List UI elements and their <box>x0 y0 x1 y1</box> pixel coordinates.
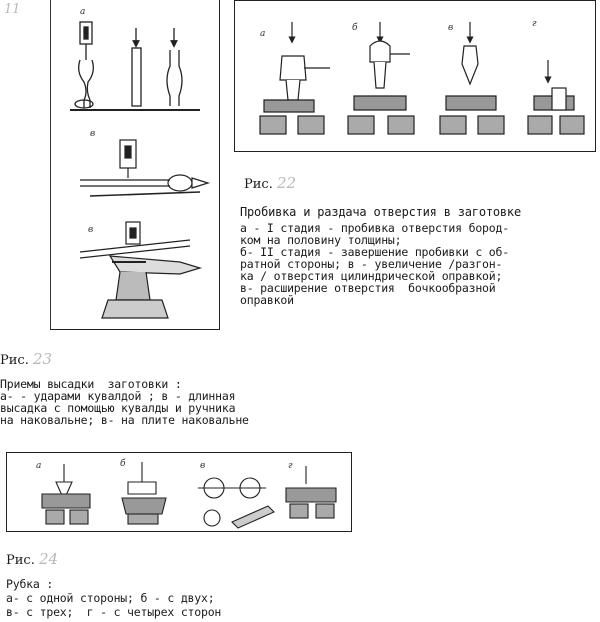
corner-pencil-note: 11 <box>4 2 21 17</box>
fig22-line-4: ратной стороны; в - увеличение /разгон- <box>240 257 503 271</box>
figure-24-illustration <box>6 452 352 532</box>
fig23-line-1: Приемы высадки заготовки : <box>0 377 182 391</box>
fig22-title: Пробивка и раздача отверстия в заготовке <box>240 205 521 219</box>
fig24-caption <box>6 550 58 568</box>
fig22-line-7: оправкой <box>240 293 294 307</box>
figure-22-illustration <box>234 0 596 152</box>
fig23-label-b: в <box>90 129 96 139</box>
fig24-line-1: Рубка : <box>6 577 54 591</box>
fig24-label-d: г <box>288 461 293 471</box>
fig23-line-3: высадка с помощью кувалды и ручника <box>0 401 236 415</box>
fig23-line-4: на наковальне; в- на плите наковальне <box>0 413 249 427</box>
fig22-line-2: ком на половину толщины; <box>240 233 402 247</box>
fig22-line-6: в- расширение отверстия бочкообразной <box>240 281 496 295</box>
fig22-line-3: б- II стадия - завершение пробивки с об- <box>240 245 509 259</box>
fig23-caption <box>0 350 52 368</box>
fig22-caption-number: 22 <box>276 174 297 192</box>
fig23-caption-prefix: Рис. <box>0 353 29 368</box>
fig23-label-c: в <box>88 225 94 235</box>
fig24-caption-number: 24 <box>38 550 59 568</box>
figure-23-illustration <box>50 0 220 330</box>
fig23-label-a: а <box>80 7 86 17</box>
fig22-caption-prefix: Рис. <box>244 177 273 192</box>
fig24-line-2: а- с одной стороны; б - с двух; <box>6 591 215 605</box>
fig24-label-c: в <box>200 461 206 471</box>
fig24-label-a: а <box>36 461 42 471</box>
fig24-label-b: б <box>120 459 126 469</box>
fig24-caption-prefix: Рис. <box>6 553 35 568</box>
fig23-caption-number: 23 <box>32 350 53 368</box>
fig22-label-d: г <box>532 19 537 29</box>
fig22-label-b: б <box>352 23 358 33</box>
fig24-line-3: в- с трех; г - с четырех сторон <box>6 605 222 619</box>
fig22-line-5: ка / отверстия цилиндрической оправкой; <box>240 269 503 283</box>
fig22-caption <box>244 174 296 192</box>
fig22-label-c: в <box>448 23 454 33</box>
fig22-line-1: а - I стадия - пробивка отверстия бород- <box>240 221 509 235</box>
fig22-label-a: а <box>260 29 266 39</box>
fig23-line-2: а- - ударами кувалдой ; в - длинная <box>0 389 236 403</box>
